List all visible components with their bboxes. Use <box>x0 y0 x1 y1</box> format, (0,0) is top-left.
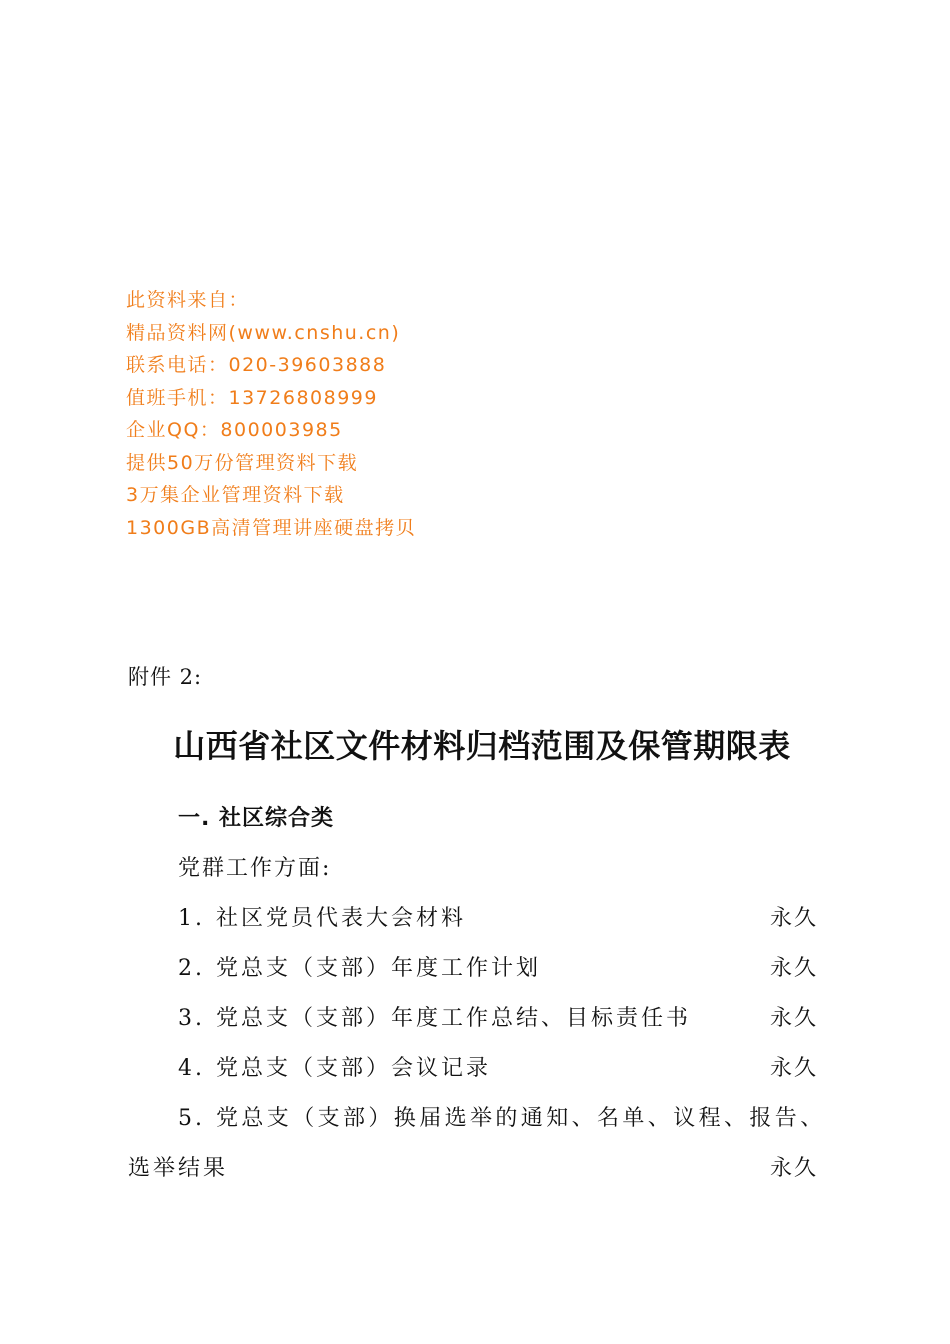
retention-period: 永久 <box>769 1156 818 1181</box>
archive-item-list <box>128 901 826 1201</box>
item-text: 党总支（支部）会议记录 <box>216 1056 492 1081</box>
retention-period: 永久 <box>769 1056 818 1081</box>
promo-line-mobile: 值班手机：13726808999 <box>126 386 378 409</box>
item-text: 社区党员代表大会材料 <box>216 906 467 931</box>
promo-line-qq: 企业QQ：800003985 <box>126 419 343 441</box>
promo-line: 1300GB高清管理讲座硬盘拷贝 <box>126 516 417 539</box>
item-number: 4. <box>178 1056 205 1081</box>
list-item <box>128 901 818 951</box>
item-number: 3. <box>178 1006 205 1031</box>
list-item <box>128 1101 826 1201</box>
retention-period: 永久 <box>769 956 818 981</box>
item-number: 5. <box>178 1106 205 1131</box>
list-item <box>128 1001 818 1051</box>
item-text-continuation: 选举结果 <box>128 1156 229 1181</box>
list-item <box>128 951 818 1001</box>
promo-block <box>126 284 646 544</box>
retention-period: 永久 <box>769 1006 818 1031</box>
item-text: 党总支（支部）年度工作总结、目标责任书 <box>216 1006 692 1031</box>
attachment-label: 附件 2: <box>128 665 203 689</box>
item-text: 党总支（支部）年度工作计划 <box>216 956 542 981</box>
list-item <box>128 1051 818 1101</box>
item-number: 2. <box>178 956 205 981</box>
promo-line: 提供50万份管理资料下载 <box>126 451 359 474</box>
promo-line-phone: 联系电话：020-39603888 <box>126 354 387 376</box>
document-title: 山西省社区文件材料归档范围及保管期限表 <box>173 727 791 765</box>
section-heading: 一. 社区综合类 <box>178 806 335 831</box>
promo-line: 3万集企业管理资料下载 <box>126 484 345 506</box>
item-text: 党总支（支部）换届选举的通知、名单、议程、报告、 <box>216 1106 826 1131</box>
promo-line-website: 精品资料网(www.cnshu.cn) <box>126 321 401 344</box>
item-number: 1. <box>178 906 205 931</box>
retention-period: 永久 <box>769 906 818 931</box>
promo-line: 此资料来自： <box>126 289 250 311</box>
subheading: 党群工作方面: <box>178 856 332 881</box>
